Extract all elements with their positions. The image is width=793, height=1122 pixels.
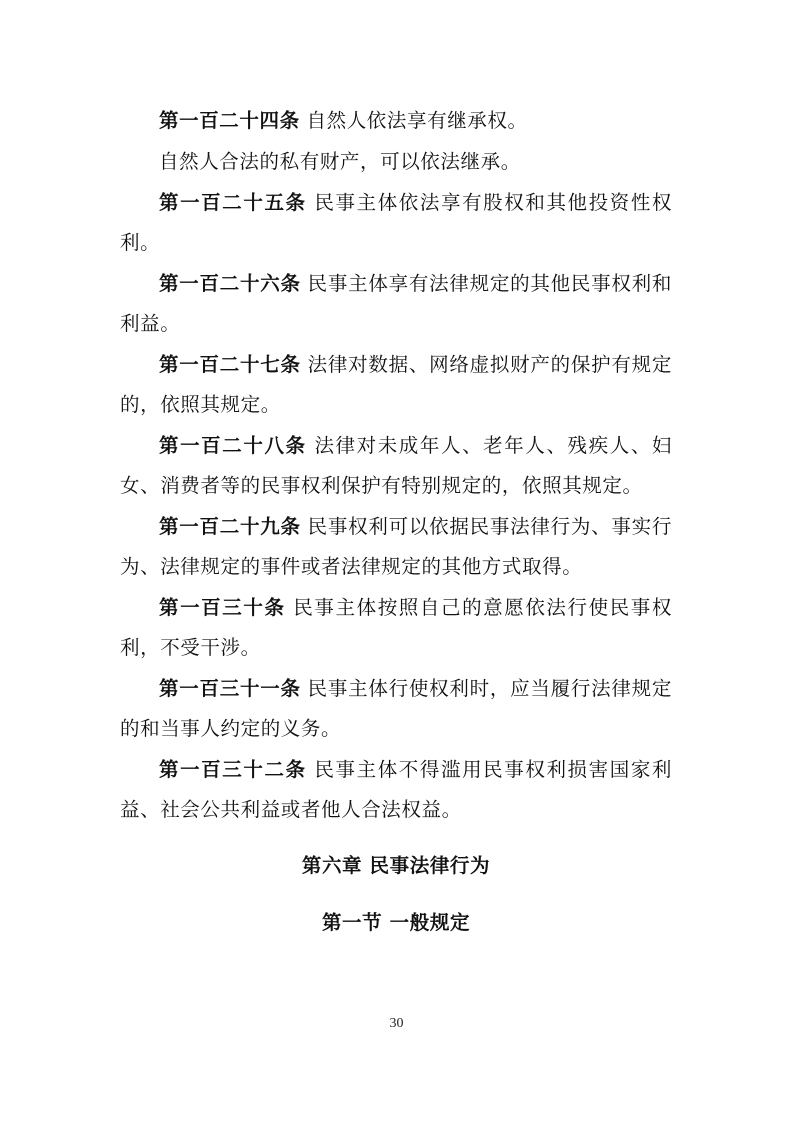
- article-text: 法律对数据、网络虚拟财产的保护有规定的，依照其规定。: [120, 353, 672, 416]
- document-body: [120, 101, 672, 943]
- article-125: [120, 183, 672, 263]
- chapter-title: 第六章 民事法律行为: [301, 854, 491, 877]
- article-128: [120, 426, 672, 506]
- article-text: 民事主体享有法律规定的其他民事权利和利益。: [120, 272, 672, 335]
- article-129: [120, 507, 672, 587]
- article-number: 第一百三十二条: [159, 758, 307, 781]
- article-number: 第一百二十九条: [159, 515, 301, 538]
- article-number: 第一百二十七条: [159, 353, 301, 376]
- article-number: 第一百二十六条: [159, 272, 301, 295]
- article-number: 第一百三十一条: [159, 677, 301, 700]
- page-number: 30: [389, 1016, 404, 1031]
- article-126: [120, 264, 672, 344]
- article-text: 民事主体按照自己的意愿依法行使民事权利，不受干涉。: [120, 596, 672, 659]
- article-text: 法律对未成年人、老年人、残疾人、妇女、消费者等的民事权利保护有特别规定的，依照其规定。: [120, 434, 673, 497]
- article-text: 民事权利可以依据民事法律行为、事实行为、法律规定的事件或者法律规定的其他方式取得。: [120, 515, 672, 578]
- article-131: [120, 669, 672, 749]
- article-text: 民事主体依法享有股权和其他投资性权利。: [120, 191, 673, 254]
- section-title: 第一节 一般规定: [321, 911, 471, 934]
- article-127: [120, 345, 672, 425]
- article-124-paragraph-2: [120, 142, 672, 182]
- article-text: 民事主体不得滥用民事权利损害国家利益、社会公共利益或者他人合法权益。: [120, 758, 673, 821]
- article-124: [120, 101, 672, 141]
- article-number: 第一百二十四条: [159, 109, 300, 132]
- article-130: [120, 588, 672, 668]
- article-text: 自然人合法的私有财产，可以依法继承。: [159, 150, 521, 173]
- article-text: 民事主体行使权利时，应当履行法律规定的和当事人约定的义务。: [120, 677, 672, 740]
- article-number: 第一百二十五条: [159, 191, 307, 214]
- article-text: 自然人依法享有继承权。: [299, 109, 528, 132]
- article-number: 第一百二十八条: [159, 434, 307, 457]
- article-132: [120, 750, 672, 830]
- article-number: 第一百三十条: [159, 596, 286, 619]
